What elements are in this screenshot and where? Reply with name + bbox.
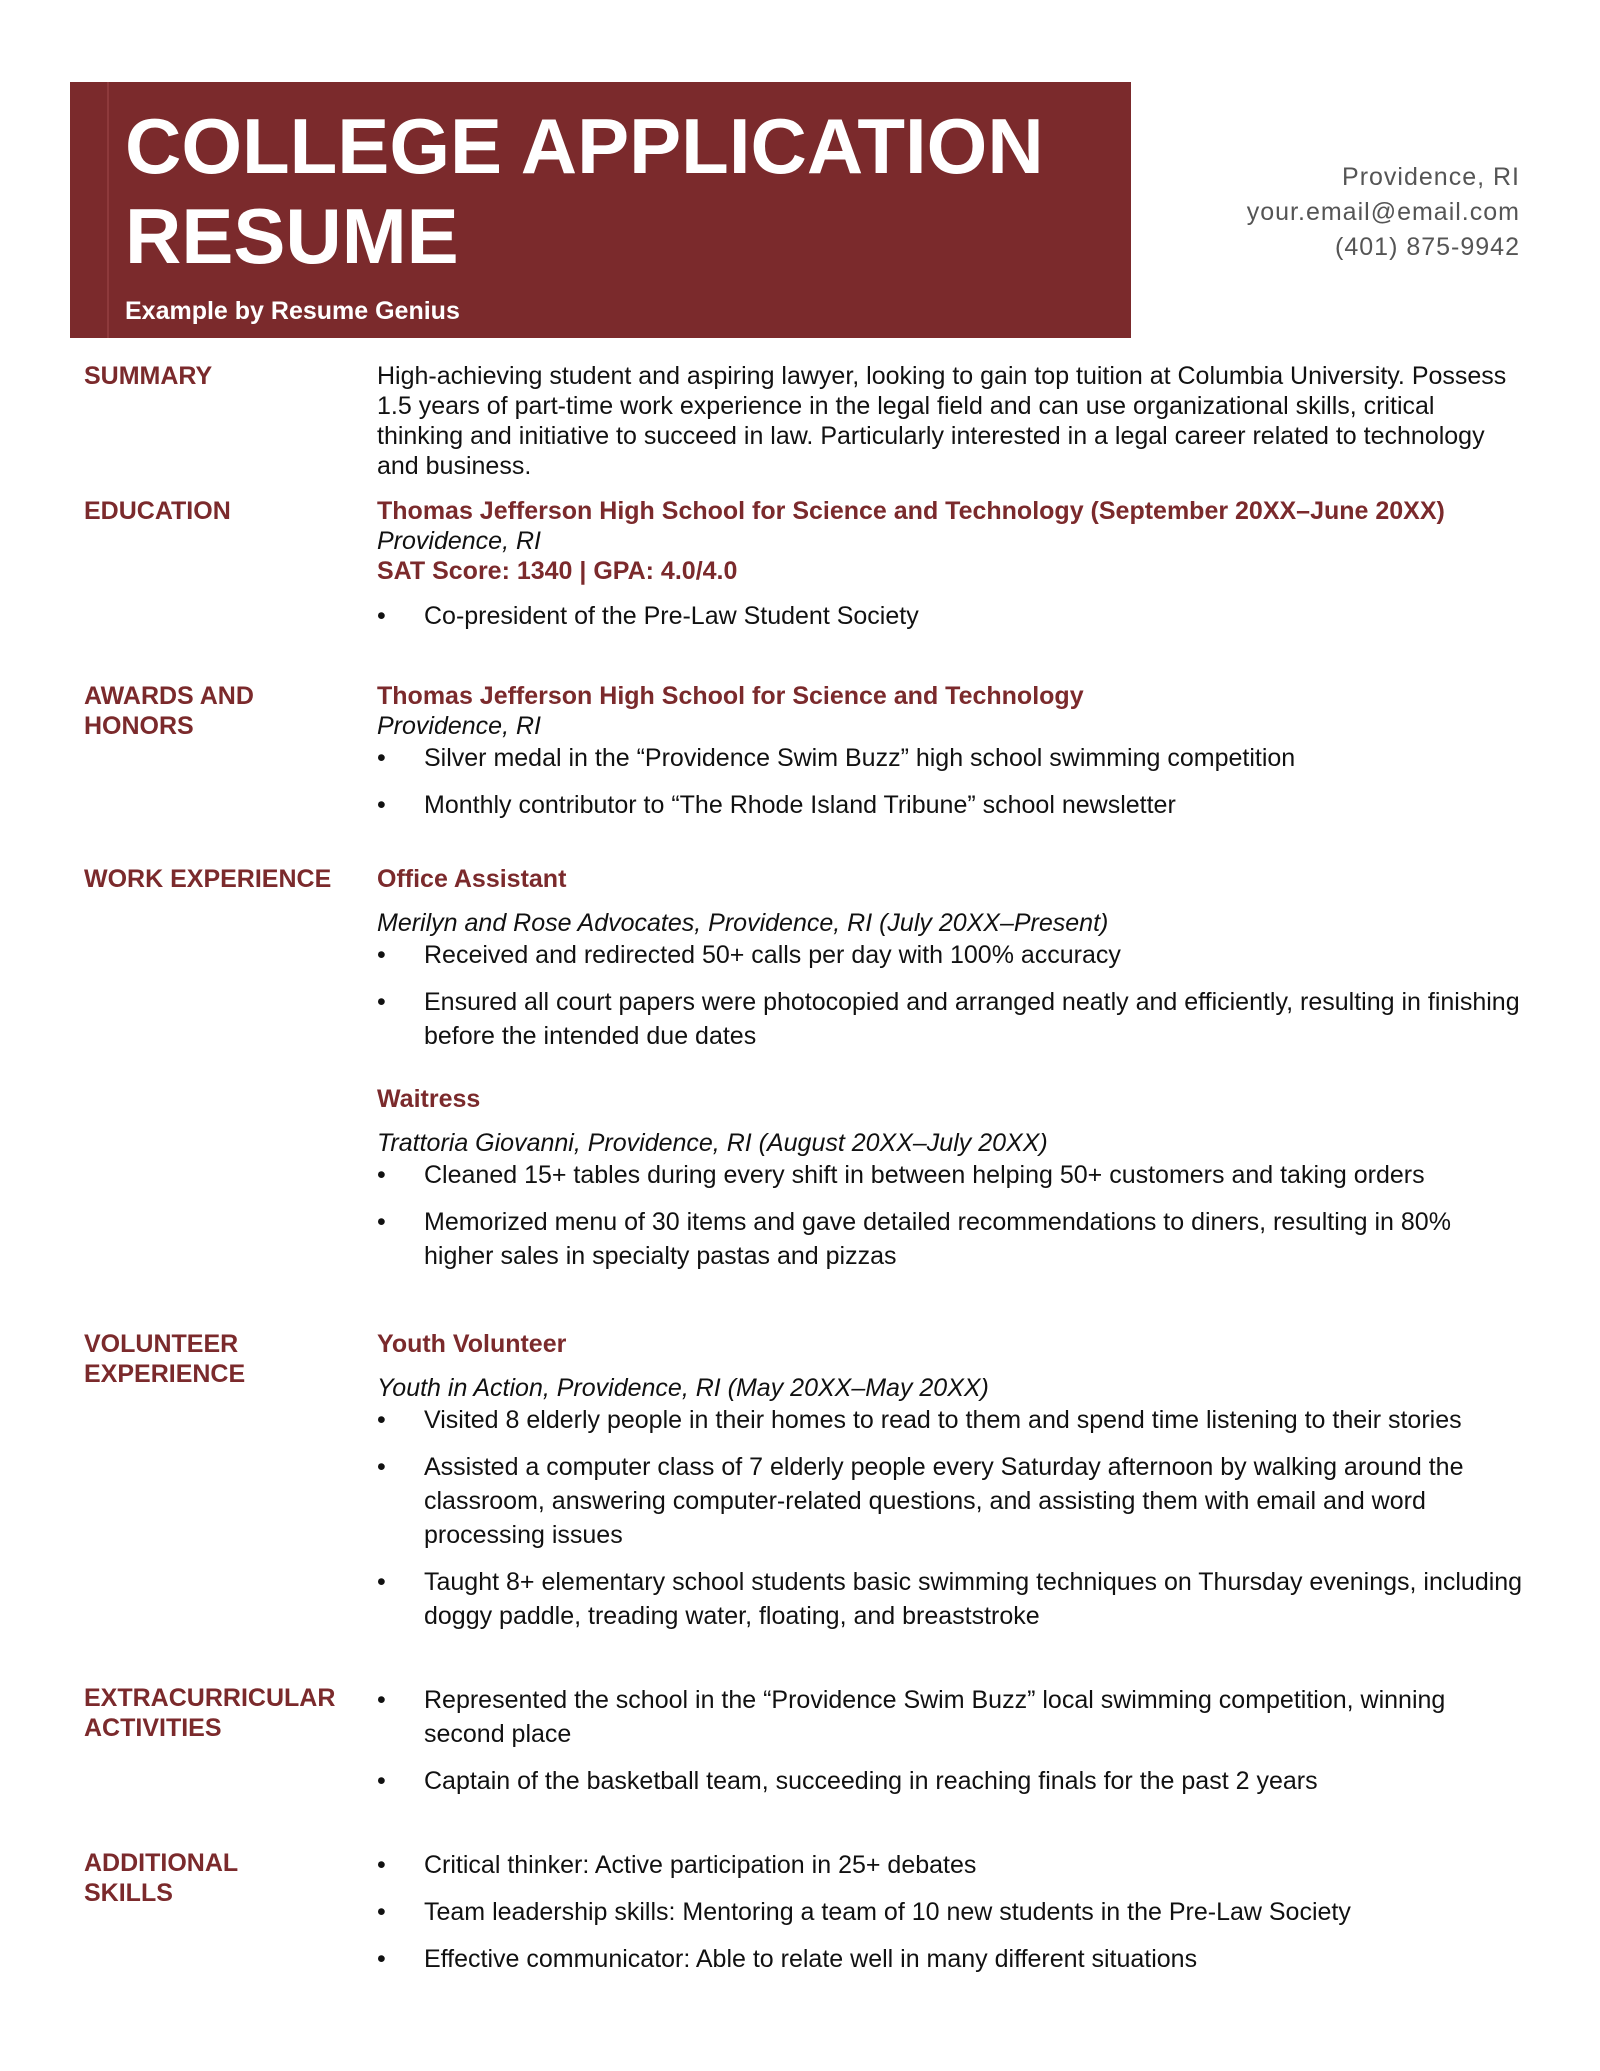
contact-phone[interactable]: (401) 875-9942 [1335,233,1520,261]
job-entry [377,864,1527,1053]
contact-block [1247,160,1520,265]
skills-label-line-2: SKILLS [84,1879,173,1907]
list-item: • Captain of the basketball team, succeeding in reaching finals for the past 2 years [377,1764,1527,1798]
header-accent-stripe [107,82,109,338]
list-item: • Critical thinker: Active participation in 25+ debates [377,1848,1527,1882]
job-employer: Merilyn and Rose Advocates, Providence, RI (July 20XX–Present) [377,909,1109,937]
list-item: • Team leadership skills: Mentoring a team of 10 new students in the Pre-Law Society [377,1895,1527,1929]
list-item: • Effective communicator: Able to relate well in many different situations [377,1942,1527,1976]
work-content [377,864,1527,1273]
skills-label-line-1: ADDITIONAL [84,1849,239,1877]
education-label: EDUCATION [84,497,231,525]
list-item: • Visited 8 elderly people in their homes to read to them and spend time listening to their stories [377,1403,1527,1437]
volunteer-label-line-1: VOLUNTEER [84,1330,239,1358]
list-item: • Cleaned 15+ tables during every shift in between helping 50+ customers and taking orders [377,1158,1527,1192]
awards-school: Thomas Jefferson High School for Science and Technology [377,682,1084,710]
contact-location: Providence, RI [1342,163,1520,191]
skills-content [377,1848,1527,1976]
education-location: Providence, RI [377,527,541,555]
title-line-1: COLLEGE APPLICATION [125,102,1044,190]
work-label: WORK EXPERIENCE [84,865,332,893]
volunteer-title: Youth Volunteer [377,1330,567,1358]
job-title: Waitress [377,1085,481,1113]
list-item: • Monthly contributor to “The Rhode Island Tribune” school newsletter [377,788,1527,822]
extracurricular-label [84,1683,384,1743]
list-item: • Co-president of the Pre-Law Student Society [377,599,1527,633]
awards-label-line-1: AWARDS AND [84,682,254,710]
job-entry [377,1084,1527,1273]
title-line-2: RESUME [125,192,459,280]
job-employer: Trattoria Giovanni, Providence, RI (August 20XX–July 20XX) [377,1129,1048,1157]
extracurricular-label-line-1: EXTRACURRICULAR [84,1684,336,1712]
education-content [377,496,1527,633]
volunteer-label-line-2: EXPERIENCE [84,1360,246,1388]
extracurricular-content [377,1683,1527,1798]
list-item: • Ensured all court papers were photocopied and arranged neatly and efficiently, resulting in finishing before the intended due dates [377,985,1527,1053]
contact-email[interactable]: your.email@email.com [1246,198,1520,226]
awards-content [377,681,1527,822]
summary-label: SUMMARY [84,362,213,390]
awards-label-line-2: HONORS [84,712,194,740]
job-bullets [377,938,1527,1053]
volunteer-bullets [377,1403,1527,1633]
skills-bullets [377,1848,1527,1976]
list-item: • Received and redirected 50+ calls per day with 100% accuracy [377,938,1527,972]
resume-subtitle: Example by Resume Genius [125,297,460,325]
list-item: • Memorized menu of 30 items and gave detailed recommendations to diners, resulting in 80% higher sales in specialty pastas and pizzas [377,1205,1527,1273]
job-title: Office Assistant [377,865,567,893]
list-item: • Taught 8+ elementary school students basic swimming techniques on Thursday evenings, including doggy paddle, treading water, floating, and breaststroke [377,1565,1527,1633]
list-item: • Represented the school in the “Providence Swim Buzz” local swimming competition, winning second place [377,1683,1527,1751]
skills-label [84,1848,384,1908]
volunteer-label [84,1329,384,1389]
awards-label [84,681,384,741]
list-item: • Assisted a computer class of 7 elderly people every Saturday afternoon by walking around the classroom, answering computer-related questions, and assisting them with email and word processing issues [377,1450,1527,1552]
education-bullets [377,599,1527,633]
summary-text: High-achieving student and aspiring lawyer, looking to gain top tuition at Columbia University. Possess 1.5 years of part-time work experience in the legal field and can use organizational skills, critical thinking and initiative to succeed in law. Particularly interested in a legal career related to technology and business. [377,362,1507,480]
awards-location: Providence, RI [377,712,541,740]
volunteer-org: Youth in Action, Providence, RI (May 20XX–May 20XX) [377,1374,989,1402]
volunteer-content [377,1329,1527,1633]
job-bullets [377,1158,1527,1273]
extracurricular-bullets [377,1683,1527,1798]
education-scores: SAT Score: 1340 | GPA: 4.0/4.0 [377,557,738,585]
resume-title [125,101,1115,281]
education-school: Thomas Jefferson High School for Science and Technology (September 20XX–June 20XX) [377,497,1445,525]
list-item: • Silver medal in the “Providence Swim Buzz” high school swimming competition [377,741,1527,775]
awards-bullets [377,741,1527,822]
extracurricular-label-line-2: ACTIVITIES [84,1714,222,1742]
